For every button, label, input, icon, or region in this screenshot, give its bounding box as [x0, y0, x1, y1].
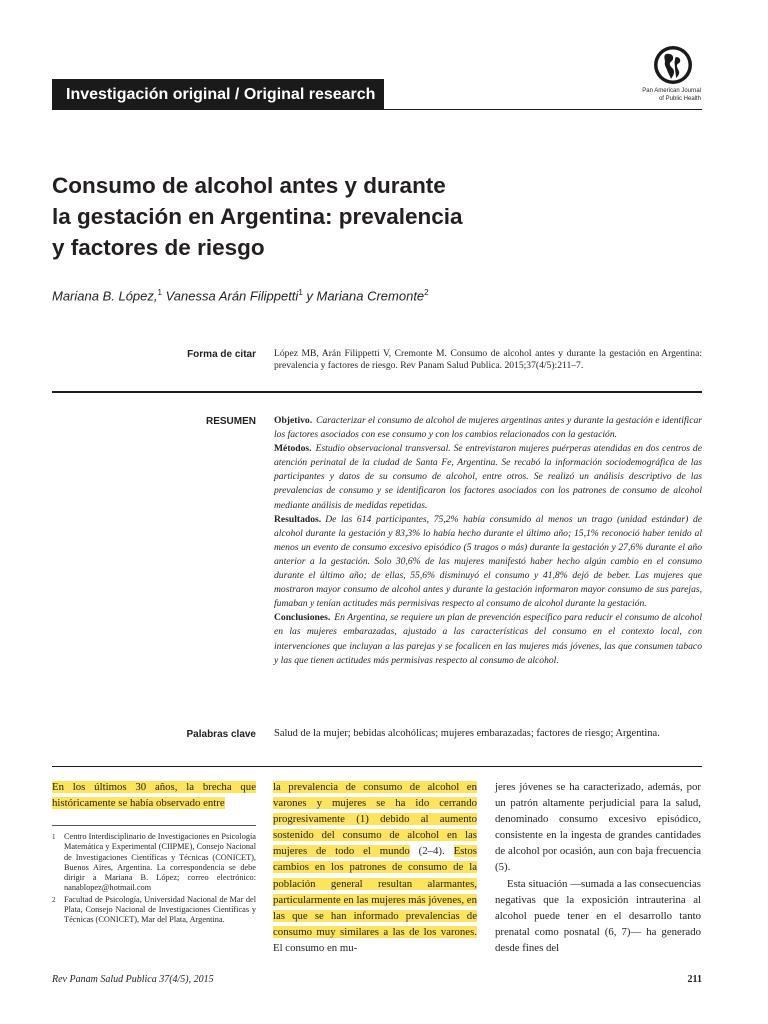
- author-list: [52, 288, 672, 303]
- citation-label: Forma de citar: [187, 349, 256, 360]
- footnote-text: Facultad de Psicología, Universidad Nacional de Mar del Plata, Consejo Nacional de Investigaciones Científicas y Técnicas (CONICET), Mar del Plata, Argentina.: [64, 894, 256, 925]
- author-name: y Mariana Cremonte: [306, 288, 425, 304]
- author-affiliation-mark: 1: [157, 288, 162, 297]
- section-label: Investigación original / Original research: [66, 85, 376, 103]
- title-line-1: Consumo de alcohol antes y durante: [52, 173, 446, 198]
- footnotes: [52, 832, 256, 927]
- keywords-text: Salud de la mujer; bebidas alcohólicas; mujeres embarazadas; factores de riesgo; Argentina.: [274, 728, 660, 739]
- footnote: [52, 832, 256, 894]
- abstract-heading: Objetivo.: [274, 415, 313, 426]
- footnote-rule: [52, 825, 256, 826]
- keywords-label: Palabras clave: [186, 729, 256, 740]
- citation-text: López MB, Arán Filippetti V, Cremonte M. Consumo de alcohol antes y durante la gestación en Argentina: prevalencia y factores de riesgo. Rev Panam Salud Publica. 2015;37(4/5):211–7.: [274, 348, 702, 372]
- abstract-heading: Conclusiones.: [274, 612, 331, 624]
- abstract-conclusions: [274, 611, 702, 667]
- author-affiliation-mark: 2: [424, 288, 429, 297]
- highlighted-text: la prevalencia de consumo de alcohol en varones y mujeres se ha ido cerrando progresivamente (1) debido al aumento sostenido del consumo de alcohol en las mujeres de todo el mundo: [273, 781, 477, 858]
- footnote-number: 2: [52, 895, 56, 904]
- highlighted-text: Estos cambios en los patrones de consumo de la población general resultan alarmantes, particularmente en las mujeres más jóvenes, en las que se han informado prevalencias de consumo muy similares a las de los varones.: [273, 845, 477, 938]
- abstract-results: [274, 513, 702, 612]
- journal-name: [615, 88, 701, 103]
- abstract-text: De las 614 participantes, 75,2% había consumido al menos un trago (unidad estándar) de alcohol durante la gestación y 83,3% lo había hecho durante el último año; 15,1% reconoció haber tenido al menos un evento de consumo excesivo episódico (5 tragos o más) durante la gestación y 27,6% durante el año anterior a la gestación. Solo 30,6% de las mujeres manifestó haber hecho algún cambio en el consumo durante el último año; de ellas, 55,6% disminuyó el consumo y 41,8% dejó de beber. Las mujeres que mostraron mayor consumo de alcohol antes y durante la gestación informaron mayor consumo de sus parejas, fumaban y tenían actitudes más permisivas respecto al consumo de alcohol durante la gestación.: [274, 513, 702, 610]
- journal-name-line1: Pan American Journal: [642, 88, 701, 94]
- abstract-text: En Argentina, se requiere un plan de prevención específico para reducir el consumo de alcohol en las mujeres embarazadas, ajustado a las características del consumo en el contexto local, con intervenciones que incluyan a las parejas y se focalicen en las mujeres más jóvenes, las que consumen tabaco y las que tienen actitudes más permisivas respecto al consumo de alcohol.: [274, 612, 702, 666]
- article-title: [52, 170, 672, 263]
- citation-rule: [52, 391, 702, 393]
- highlighted-text: En los últimos 30 años, la brecha que históricamente se había observado entre: [52, 781, 256, 810]
- page-number: 211: [687, 974, 702, 985]
- body-column-1: [52, 779, 256, 811]
- footnote-number: 1: [52, 833, 56, 841]
- journal-name-line2: of Public Health: [658, 95, 701, 102]
- body-column-2: [273, 779, 477, 956]
- body-paragraph: jeres jóvenes se ha caracterizado, además, por un patrón altamente perjudicial para la salud, denominado consumo excesivo episódico, consistente en la ingesta de grandes cantidades de alcohol por ocasión, aun con baja frecuencia (5).: [495, 781, 701, 874]
- abstract-heading: Métodos.: [274, 443, 312, 455]
- author-name: Vanessa Arán Filippetti: [165, 288, 299, 304]
- author-affiliation-mark: 1: [298, 288, 303, 297]
- title-line-2: la gestación en Argentina: prevalencia: [52, 204, 463, 229]
- footnote-text: Centro Interdisciplinario de Investigaciones en Psicología Matemática y Experimental (CIIPME), Consejo Nacional de Investigaciones Científicas y Técnicas (CONICET), Buenos Aires, Argentina. La correspondencia se debe dirigir a Mariana B. López; correo electrónico: nanablopez@hotmail.com: [64, 832, 256, 893]
- body-paragraph: Esta situación —sumada a las consecuencias negativas que la exposición intrauterina al alcohol puede tener en el desarrollo tanto prenatal como posnatal (6, 7)— ha generado desde fines del: [495, 877, 701, 954]
- abstract-heading: Resultados.: [274, 513, 322, 525]
- body-text: (2–4).: [409, 845, 454, 858]
- footer-journal: Rev Panam Salud Publica 37(4/5), 2015: [52, 974, 214, 985]
- footnote: [52, 895, 256, 926]
- abstract-objective: [274, 414, 702, 442]
- abstract-text: Estudio observacional transversal. Se entrevistaron mujeres puérperas atendidas en dos centros de atención perinatal de la ciudad de Santa Fe, Argentina. Se recabó la información sociodemográfica de las participantes y datos de su consumo de alcohol, entre otros. Se realizó un análisis descriptivo de las prevalencias de consumo y se identificaron los factores asociados con los patrones de consumo de alcohol mediante análisis de medidas repetidas.: [274, 443, 702, 511]
- abstract-body: [274, 414, 702, 668]
- author-name: Mariana B. López,: [52, 288, 158, 304]
- keywords-rule: [52, 766, 702, 767]
- body-column-3: [495, 779, 701, 956]
- abstract-label: RESUMEN: [205, 416, 256, 427]
- abstract-text: Caracterizar el consumo de alcohol de mujeres argentinas antes y durante la gestación e identificar los factores asociados con ese consumo y con los cambios relacionados con la gestación.: [274, 415, 702, 441]
- body-text: El consumo en mu-: [273, 941, 358, 954]
- globe-logo-icon: [653, 45, 693, 85]
- title-line-3: y factores de riesgo: [52, 235, 265, 260]
- header-rule: [52, 109, 702, 110]
- abstract-methods: [274, 442, 702, 512]
- section-banner: [52, 79, 384, 110]
